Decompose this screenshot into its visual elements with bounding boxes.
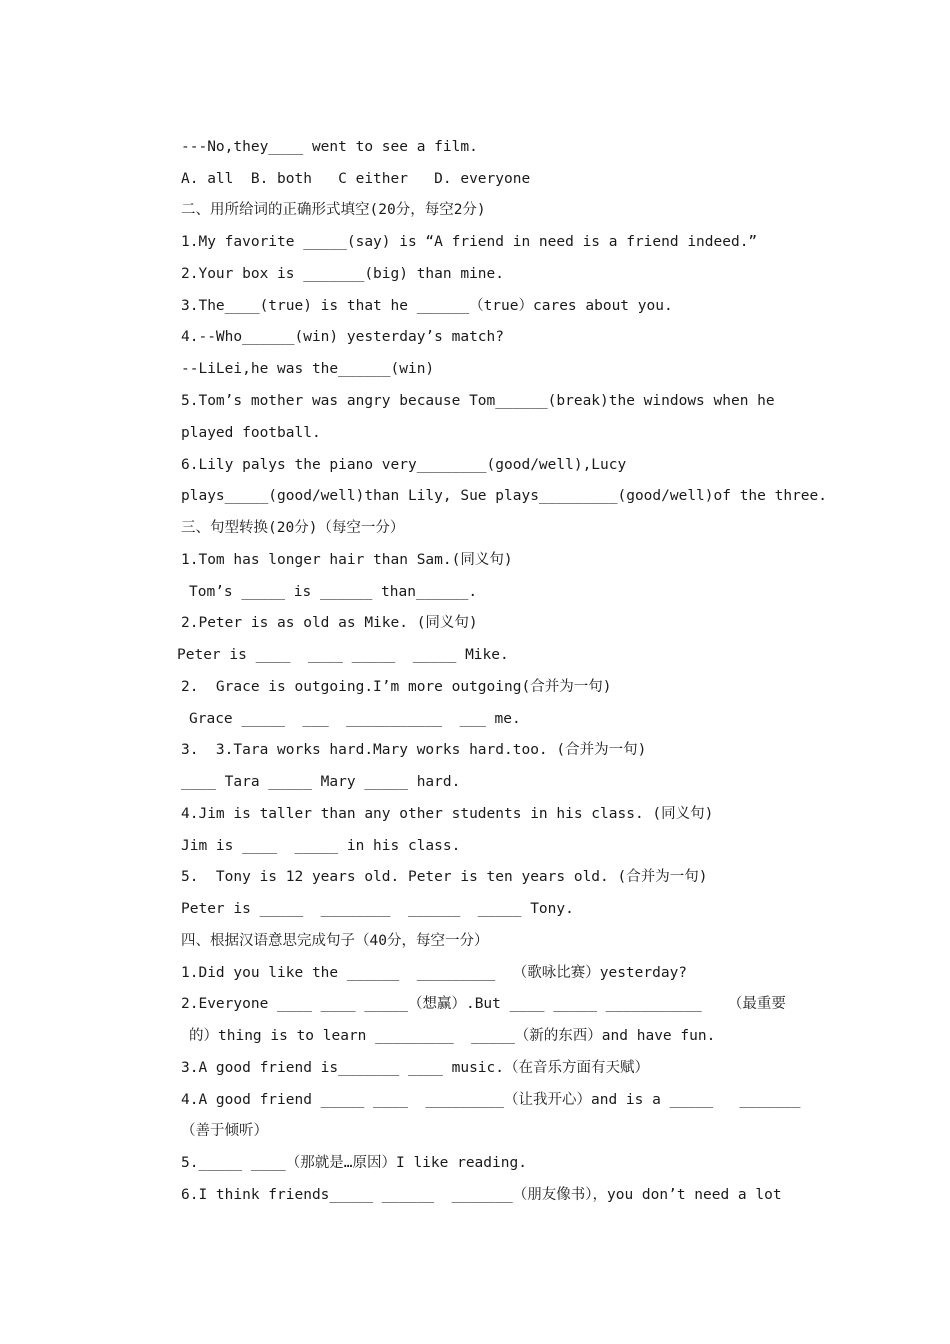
text-line: 2.Peter is as old as Mike. (同义句) xyxy=(181,615,478,631)
text-line: ____ Tara _____ Mary _____ hard. xyxy=(181,774,461,790)
text-line: 1.Tom has longer hair than Sam.(同义句) xyxy=(181,552,513,568)
text-line: （善于倾听） xyxy=(181,1123,268,1139)
text-line: 6.I think friends_____ ______ _______（朋友像书），you don’t need a lot xyxy=(181,1187,782,1203)
text-line: 3.A good friend is_______ ____ music.（在音乐方面有天赋） xyxy=(181,1060,649,1076)
text-line: A. all B. both C either D. everyone xyxy=(181,171,531,187)
text-line: ---No,they____ went to see a film. xyxy=(181,139,478,155)
text-line: 3. 3.Tara works hard.Mary works hard.too. (合并为一句) xyxy=(181,742,647,758)
text-line: 5. Tony is 12 years old. Peter is ten years old. (合并为一句) xyxy=(181,869,708,885)
text-line: Grace _____ ___ ___________ ___ me. xyxy=(189,711,521,727)
section-heading: 三、句型转换(20分)（每空一分） xyxy=(181,520,405,536)
text-line: 5.Tom’s mother was angry because Tom______(break)the windows when he xyxy=(181,393,775,409)
text-line: plays_____(good/well)than Lily, Sue plays_________(good/well)of the three. xyxy=(181,488,828,504)
text-line: 2.Everyone ____ ____ _____（想赢）.But ____ _____ ___________ （最重要 xyxy=(181,996,786,1012)
text-line: Peter is _____ ________ ______ _____ Tony. xyxy=(181,901,574,917)
text-line: 1.Did you like the ______ _________ （歌咏比赛）yesterday? xyxy=(181,965,688,981)
section-heading: 四、根据汉语意思完成句子（40分，每空一分） xyxy=(181,933,489,949)
section-heading: 二、用所给词的正确形式填空(20分，每空2分) xyxy=(181,202,486,218)
text-line: --LiLei,he was the______(win) xyxy=(181,361,435,377)
text-line: 2.Your box is _______(big) than mine. xyxy=(181,266,505,282)
text-line: Tom’s _____ is ______ than______. xyxy=(189,584,478,600)
text-line: 6.Lily palys the piano very________(good/well),Lucy xyxy=(181,457,627,473)
text-line: 4.Jim is taller than any other students in his class. (同义句) xyxy=(181,806,714,822)
text-line: 3.The____(true) is that he ______（true）cares about you. xyxy=(181,298,673,314)
text-line: 4.--Who______(win) yesterday’s match? xyxy=(181,329,505,345)
text-line: 4.A good friend _____ ____ _________（让我开心）and is a _____ _______ xyxy=(181,1092,801,1108)
text-line: Peter is ____ ____ _____ _____ Mike. xyxy=(177,647,509,663)
text-line: played football. xyxy=(181,425,321,441)
text-line: 的）thing is to learn _________ _____（新的东西）and have fun. xyxy=(189,1028,716,1044)
text-line: Jim is ____ _____ in his class. xyxy=(181,838,461,854)
text-line: 2. Grace is outgoing.I’m more outgoing(合并为一句) xyxy=(181,679,612,695)
text-line: 5._____ ____（那就是…原因）I like reading. xyxy=(181,1155,527,1171)
text-line: 1.My favorite _____(say) is “A friend in need is a friend indeed.” xyxy=(181,234,758,250)
